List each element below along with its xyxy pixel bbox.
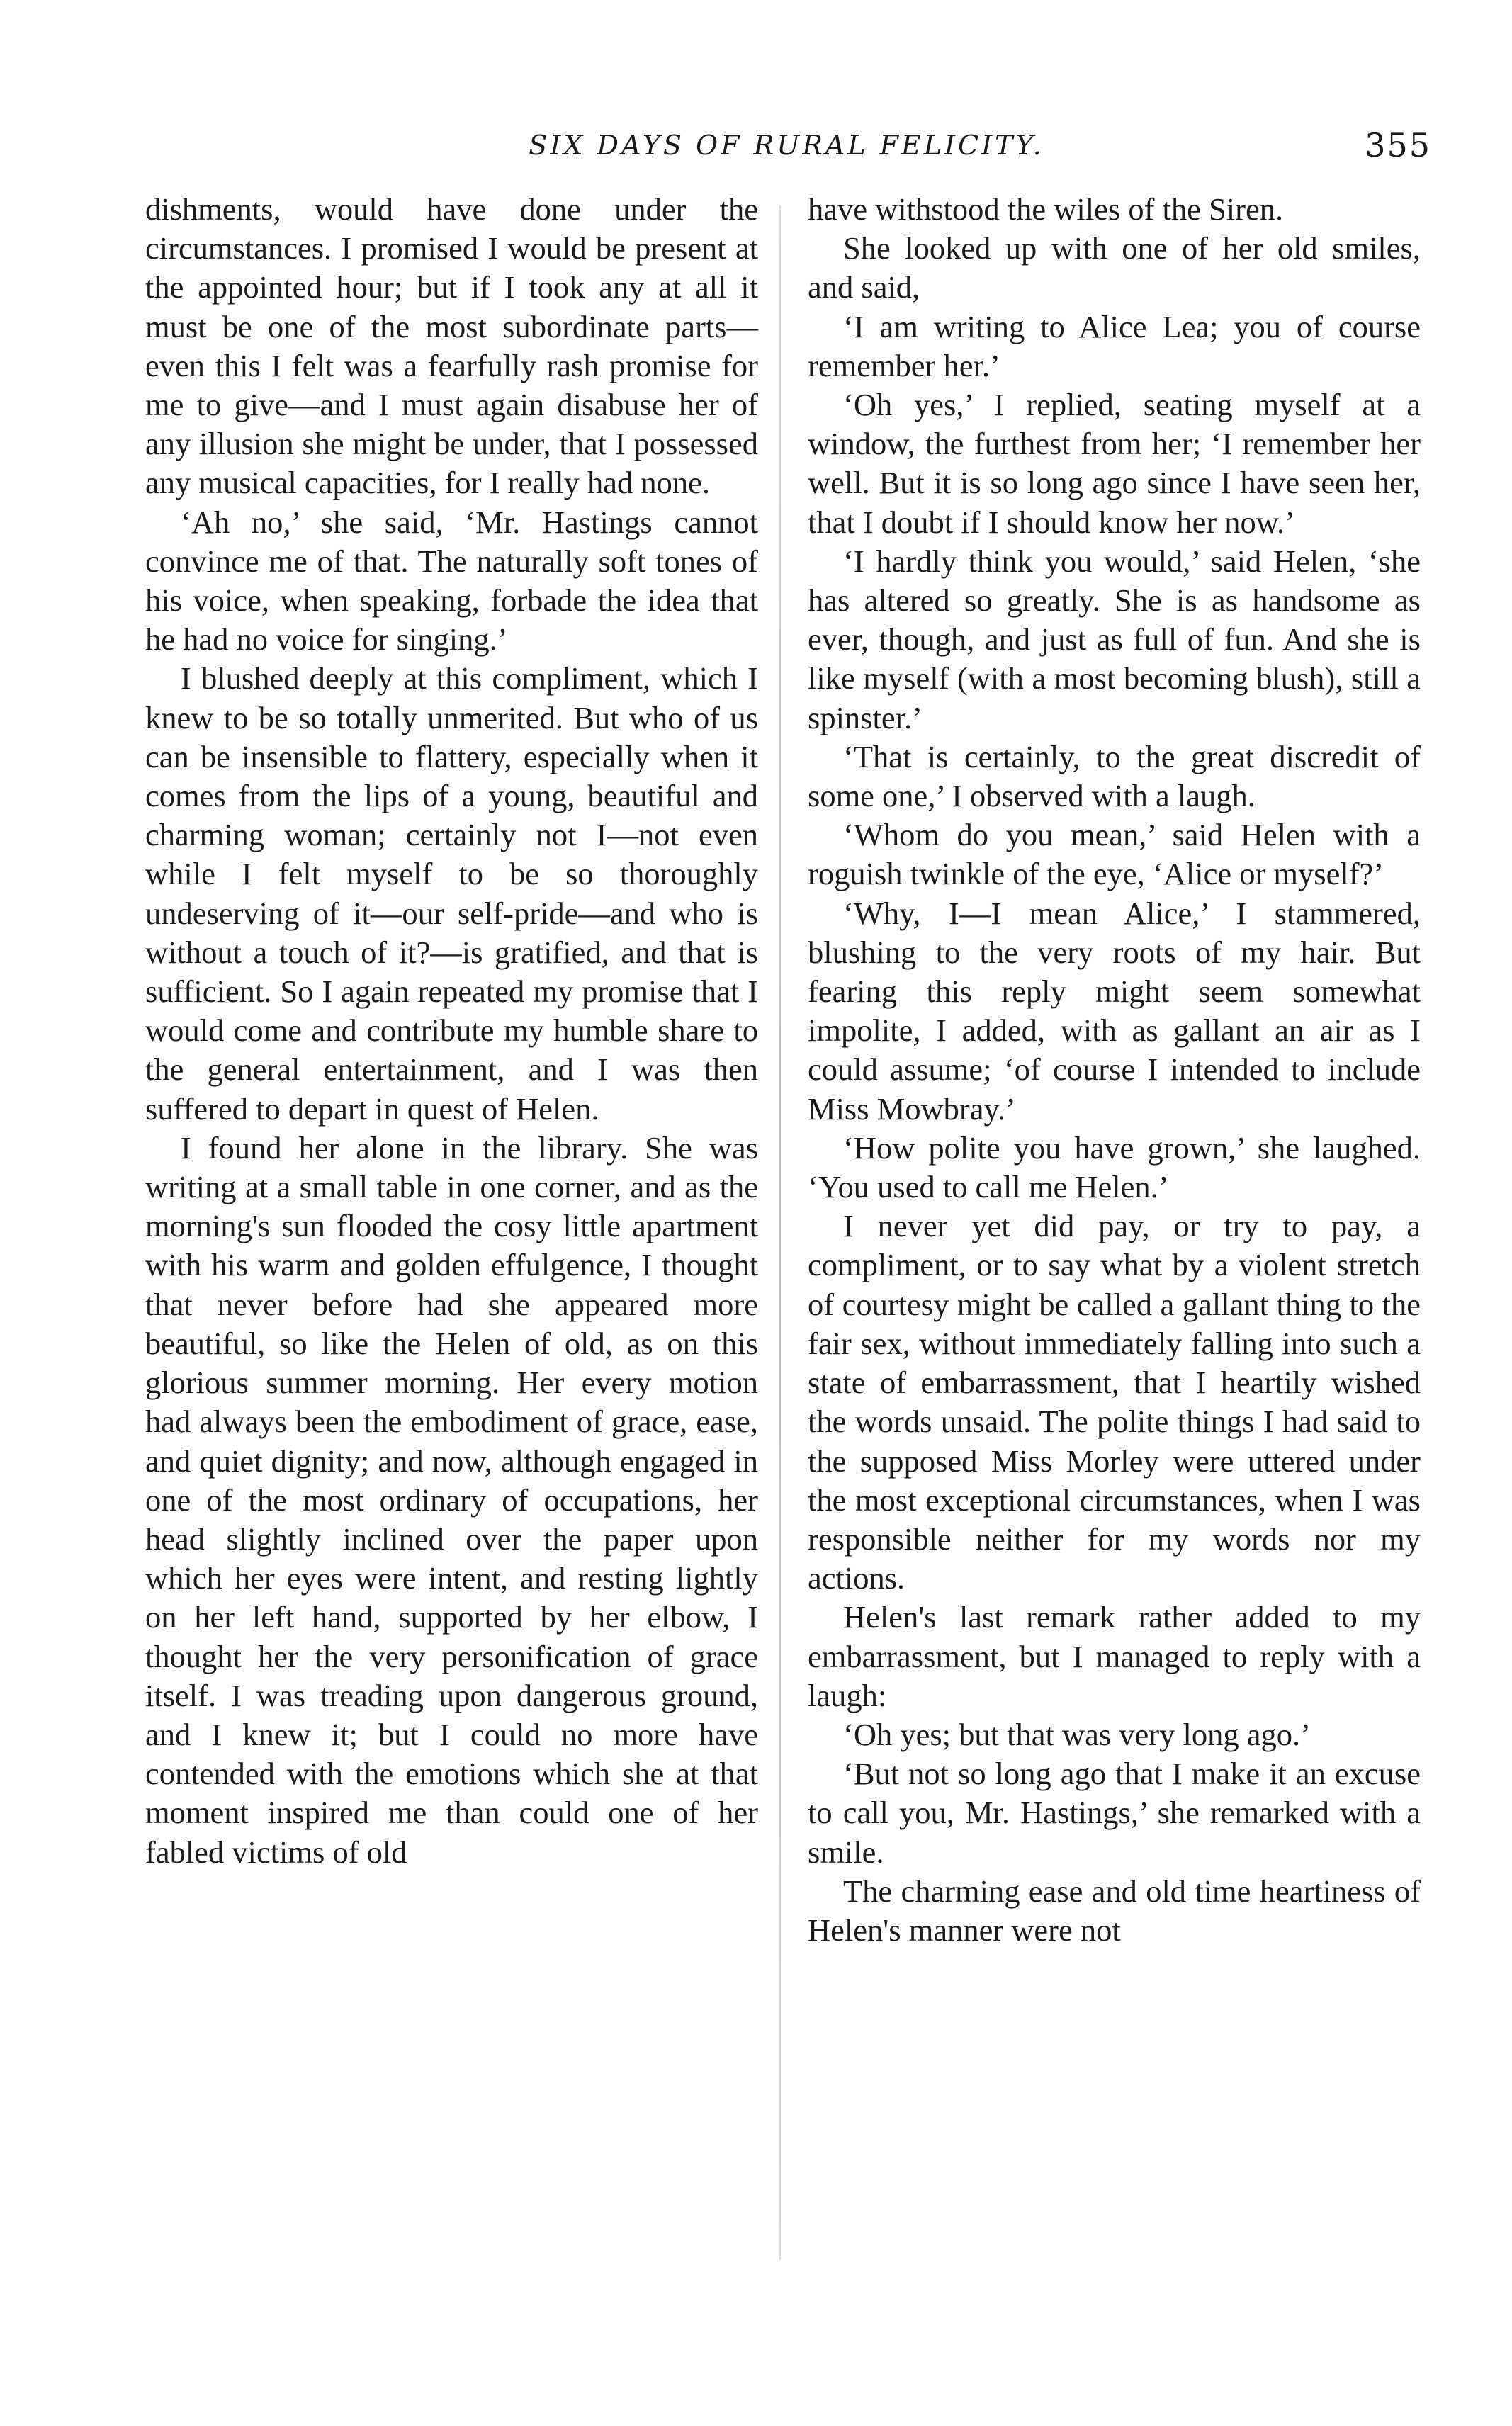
paragraph: have withstood the wiles of the Siren.	[808, 191, 1284, 227]
running-title: SIX DAYS OF RURAL FELICITY.	[529, 130, 1044, 161]
paragraph: Helen's last remark rather added to my embarrassment, but I managed to reply with a laugh:	[808, 1599, 1421, 1713]
left-column	[145, 190, 758, 1872]
paragraph: She looked up with one of her old smiles, and said,	[808, 230, 1421, 305]
paragraph: The charming ease and old time heartiness of Helen's manner were not	[808, 1873, 1421, 1948]
right-column	[808, 190, 1421, 1950]
running-header	[142, 120, 1431, 170]
paragraph: ‘Whom do you mean,’ said Helen with a roguish twinkle of the eye, ‘Alice or myself?’	[808, 817, 1421, 892]
paragraph: dishments, would have done under the circumstances. I promised I would be present at the appointed hour; but if I took any at all it must be one of the most subordinate parts—even this I felt was a fearfully rash promise for me to give—and I must again disabuse her of any illusion she might be under, that I possessed any musical capacities, for I really had none.	[145, 191, 758, 501]
paragraph: I blushed deeply at this compliment, which I knew to be so totally unmerited. But who of us can be insensible to flattery, especially when it comes from the lips of a young, beautiful and charming woman; certainly not I—not even while I felt myself to be so thoroughly undeserving of it—our self-pride—and who is without a touch of it?—is gratified, and that is sufficient. So I again repeated my promise that I would come and contribute my humble share to the general entertainment, and I was then suffered to depart in quest of Helen.	[145, 660, 758, 1127]
paragraph: ‘Ah no,’ she said, ‘Mr. Hastings cannot convince me of that. The naturally soft tones of his voice, when speaking, forbade the idea that he had no voice for singing.’	[145, 504, 758, 658]
paragraph: ‘But not so long ago that I make it an excuse to call you, Mr. Hastings,’ she remarked with a smile.	[808, 1756, 1421, 1870]
paragraph: I never yet did pay, or try to pay, a compliment, or to say what by a violent stretch of courtesy might be called a gallant thing to the fair sex, without immediately falling into such a state of embarrassment, that I heartily wished the words unsaid. The polite things I had said to the supposed Miss Morley were uttered under the most exceptional circumstances, when I was responsible neither for my words nor my actions.	[808, 1208, 1421, 1596]
paragraph: ‘I hardly think you would,’ said Helen, ‘she has altered so greatly. She is as handsome as ever, though, and just as full of fun. And she is like myself (with a most becoming blush), still a spinster.’	[808, 543, 1421, 735]
paragraph: ‘That is certainly, to the great discredit of some one,’ I observed with a laugh.	[808, 738, 1421, 814]
paragraph: ‘I am writing to Alice Lea; you of course remember her.’	[808, 308, 1421, 383]
page-number: 355	[1365, 126, 1431, 164]
paragraph: ‘Oh yes; but that was very long ago.’	[843, 1716, 1311, 1752]
paragraph: ‘Oh yes,’ I replied, seating myself at a window, the furthest from her; ‘I remember her well. But it is so long ago since I have seen her, that I doubt if I should know her now.’	[808, 387, 1421, 540]
column-divider	[779, 205, 781, 2260]
paragraph: ‘Why, I—I mean Alice,’ I stammered, blushing to the very roots of my hair. But fearing this reply might seem somewhat impolite, I added, with as gallant an air as I could assume; ‘of course I intended to include Miss Mowbray.’	[808, 895, 1421, 1127]
paragraph: ‘How polite you have grown,’ she laughed. ‘You used to call me Helen.’	[808, 1129, 1421, 1205]
paragraph: I found her alone in the library. She was writing at a small table in one corner, and as the morning's sun flooded the cosy little apartment with his warm and golden effulgence, I thought that never before had she appeared more beautiful, so like the Helen of old, as on this glorious summer morning. Her every motion had always been the embodiment of grace, ease, and quiet dignity; and now, although engaged in one of the most ordinary of occupations, her head slightly inclined over the paper upon which her eyes were intent, and resting lightly on her left hand, supported by her elbow, I thought her the very personification of grace itself. I was treading upon dangerous ground, and I knew it; but I could no more have contended with the emotions which she at that moment inspired me than could one of her fabled victims of old	[145, 1129, 758, 1870]
